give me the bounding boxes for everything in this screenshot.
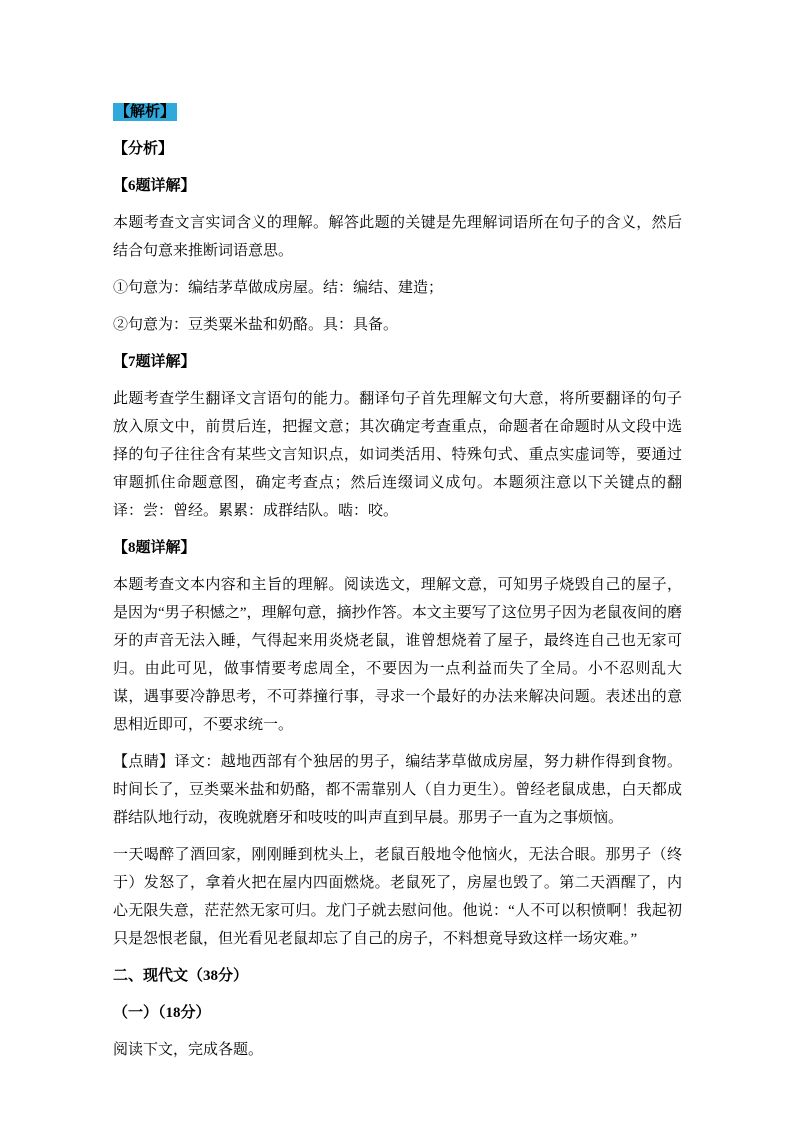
question-6-header: 【6题详解】 bbox=[113, 178, 196, 194]
section-2-title: 二、现代文（38分） bbox=[113, 968, 249, 984]
question-6-explanation: 本题考查文言实词含义的理解。解答此题的关键是先理解词语所在句子的含义，然后结合句意来推断词语意思。 bbox=[113, 215, 682, 259]
question-8-explanation: 本题考查文本内容和主旨的理解。阅读选文，理解文意，可知男子烧毁自己的屋子，是因为“男子积憾之”，理解句意，摘抄作答。本文主要写了这位男子因为老鼠夜间的磨牙的声音无法入睡，气得起来用炎烧老鼠，谁曾想烧着了屋子，最终连自己也无家可归。由此可见，做事情要考虑周全，不要因为一点利益而失了全局。小不忍则乱大谋，遇事要冷静思考，不可莽撞行事，寻求一个最好的办法来解决问题。表述出的意思相近即可，不要求统一。 bbox=[113, 577, 682, 733]
reading-instruction: 阅读下文，完成各题。 bbox=[113, 1042, 264, 1058]
question-8-header: 【8题详解】 bbox=[113, 540, 196, 556]
analysis-section-header bbox=[113, 98, 682, 126]
question-7-header: 【7题详解】 bbox=[113, 354, 196, 370]
translation-paragraph-2: 一天喝醉了酒回家，刚刚睡到枕头上，老鼠百般地令他恼火，无法合眼。那男子（终于）发怒了，拿着火把在屋内四面燃烧。老鼠死了，房屋也毁了。第二天酒醒了，内心无限失意，茫茫然无家可归。龙门子就去慰问他。他说：“人不可以积愤啊！我起初只是怨恨老鼠，但光看见老鼠却忘了自己的房子，不料想竟导致这样一场灾难。” bbox=[113, 847, 682, 947]
analysis-section-header-text: 【解析】 bbox=[115, 104, 176, 120]
analysis-subheader: 【分析】 bbox=[113, 141, 174, 157]
section-2-part-1-title: （一）（18分） bbox=[113, 1005, 211, 1021]
translation-paragraph-1: 【点睛】译文：越地西部有个独居的男子，编结茅草做成房屋，努力耕作得到食物。时间长了，豆类粟米盐和奶酪，都不需靠别人（自力更生）。曾经老鼠成患，白天都成群结队地行动，夜晚就磨牙和吱吱的叫声直到早晨。那男子一直为之事烦恼。 bbox=[113, 754, 682, 826]
question-6-item-2: ②句意为：豆类粟米盐和奶酪。具：具备。 bbox=[113, 317, 399, 333]
question-6-item-1: ①句意为：编结茅草做成房屋。结：编结、建造； bbox=[113, 280, 444, 296]
question-7-explanation: 此题考查学生翻译文言语句的能力。翻译句子首先理解文句大意，将所要翻译的句子放入原文中，前贯后连，把握文意；其次确定考查重点，命题者在命题时从文段中选择的句子往往含有某些文言知识点，如词类活用、特殊句式、重点实虚词等，要通过审题抓住命题意图，确定考查点；然后连缀词义成句。本题须注意以下关键点的翻译：尝：曾经。累累：成群结队。啮：咬。 bbox=[113, 391, 682, 519]
